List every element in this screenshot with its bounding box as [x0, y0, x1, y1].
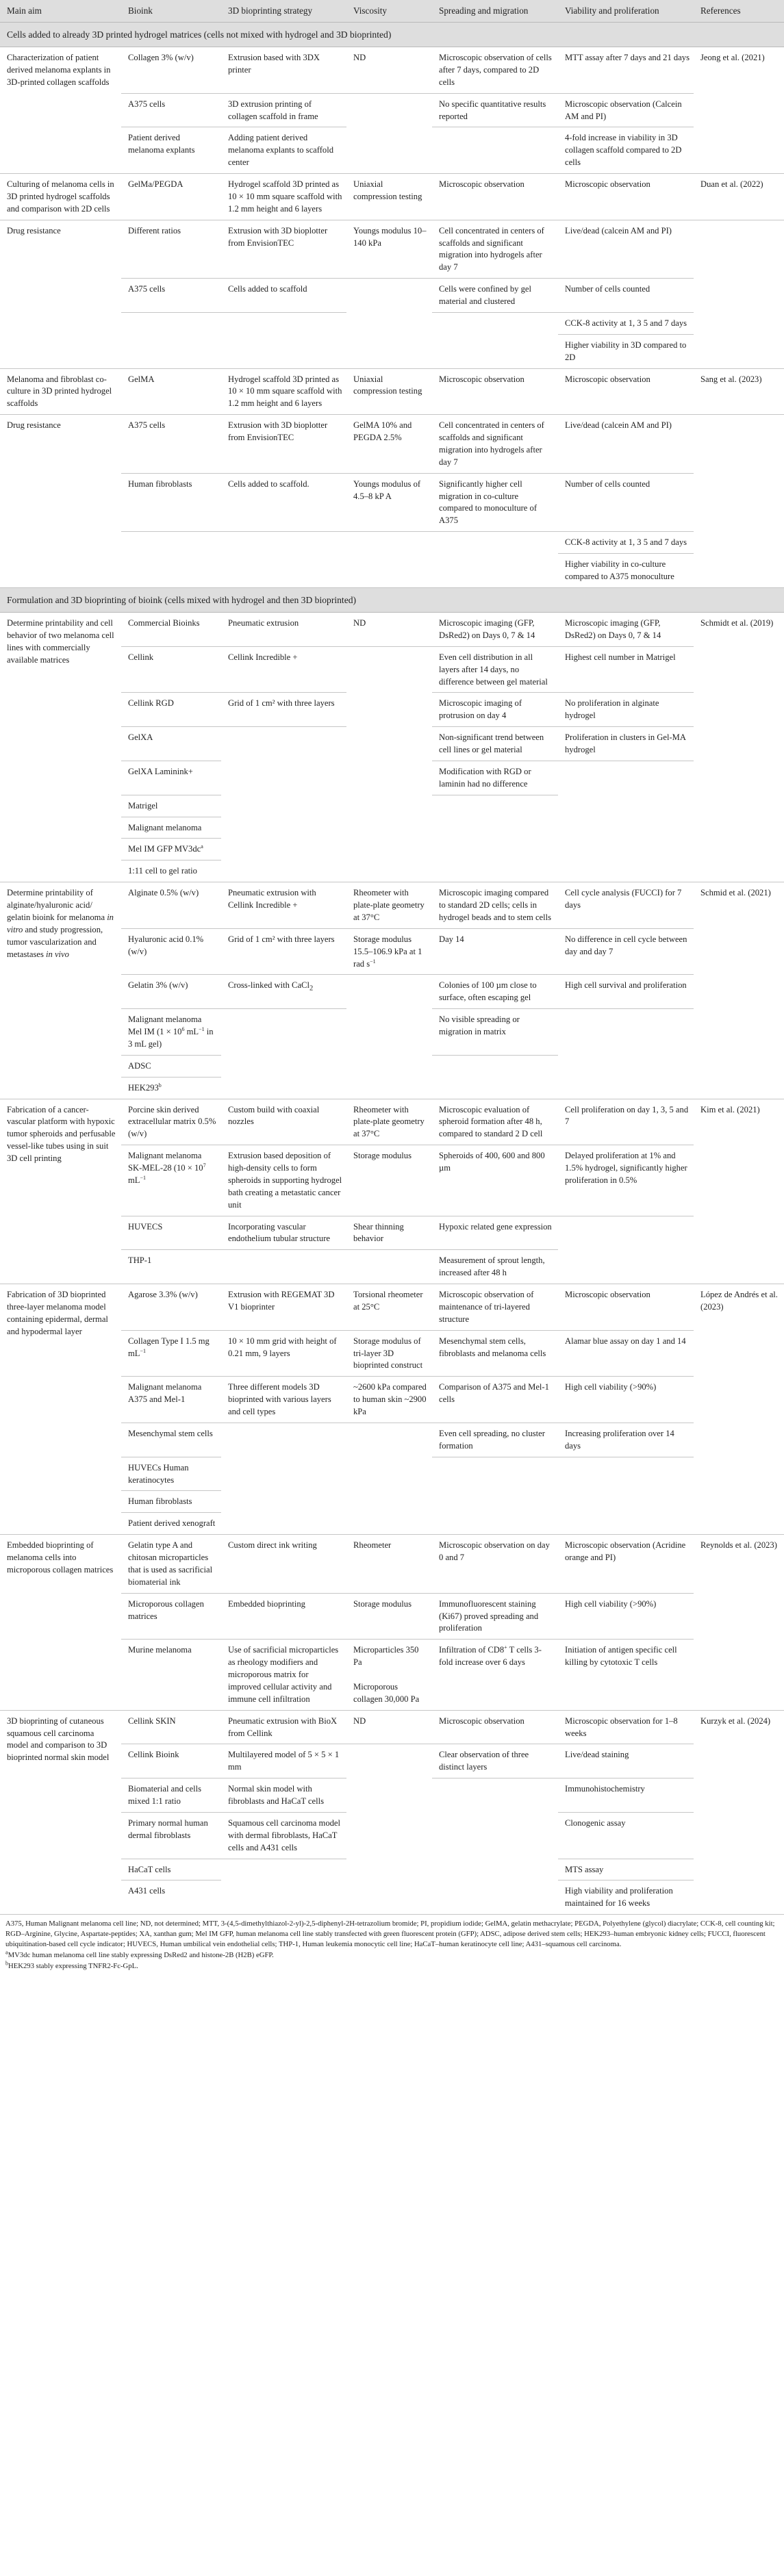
spreading-cell: Microscopic observation of cells after 7 days, compared to 2D cells [432, 47, 558, 94]
spreading-cell: Microscopic observation [432, 368, 558, 415]
viability-cell: Immunohistochemistry [558, 1778, 694, 1813]
header-spreading: Spreading and migration [432, 0, 558, 22]
viability-cell: 4-fold increase in viability in 3D collagen scaffold compared to 2D cells [558, 127, 694, 174]
bioink-cell [121, 312, 221, 334]
main-aim-cell: Fabrication of a cancer-vascular platform with hypoxic tumor spheroids and perfusable vessel-like tubes using in suit 3D cell printing [0, 1099, 121, 1284]
main-aim-cell: Fabrication of 3D bioprinted three-layer melanoma model containing epidermal, dermal and hypodermal layer [0, 1284, 121, 1535]
bioink-cell: 1:11 cell to gel ratio [121, 860, 221, 882]
table-row [0, 174, 784, 220]
viability-cell: Microscopic observation for 1–8 weeks [558, 1710, 694, 1744]
reference-cell: Kurzyk et al. (2024) [694, 1710, 784, 1915]
viscosity-cell [346, 1055, 432, 1077]
bioink-cell: ADSC [121, 1055, 221, 1077]
bioink-cell: Collagen 3% (w/v) [121, 47, 221, 94]
viscosity-cell [346, 1778, 432, 1813]
bioink-cell: Cellink RGD [121, 693, 221, 727]
strategy-cell: Pneumatic extrusion with Cellink Incredible + [221, 882, 346, 929]
strategy-cell [221, 839, 346, 860]
spreading-cell: No visible spreading or migration in matrix [432, 1009, 558, 1056]
spreading-cell: Hypoxic related gene expression [432, 1216, 558, 1250]
strategy-cell: Extrusion with REGEMAT 3D V1 bioprinter [221, 1284, 346, 1331]
spreading-cell [432, 1880, 558, 1915]
viscosity-cell: Rheometer [346, 1535, 432, 1594]
viscosity-cell: ~2600 kPa compared to human skin ~2900 kPa [346, 1377, 432, 1423]
spreading-cell: Even cell spreading, no cluster formation [432, 1423, 558, 1457]
spreading-cell: Significantly higher cell migration in co-culture compared to monoculture of A375 [432, 473, 558, 532]
strategy-cell [221, 1513, 346, 1535]
spreading-cell [432, 1778, 558, 1813]
spreading-cell: Microscopic observation on day 0 and 7 [432, 1535, 558, 1594]
table-body [0, 22, 784, 1914]
header-viscosity: Viscosity [346, 0, 432, 22]
spreading-cell [432, 817, 558, 839]
viability-cell [558, 1216, 694, 1250]
viability-cell: High cell viability (>90%) [558, 1377, 694, 1423]
strategy-cell: Extrusion based with 3DX printer [221, 47, 346, 94]
viscosity-cell: Storage modulus [346, 1593, 432, 1640]
spreading-cell: No specific quantitative results reported [432, 93, 558, 127]
strategy-cell: Extrusion based deposition of high-density cells to form spheroids in supporting hydrogel bath creating a metastatic cancer unit [221, 1145, 346, 1216]
bioink-cell: HaCaT cells [121, 1859, 221, 1880]
section-title: Formulation and 3D bioprinting of bioink (cells mixed with hydrogel and then 3D bioprinted) [0, 587, 784, 612]
viability-cell: Microscopic observation [558, 174, 694, 220]
viability-cell: CCK-8 activity at 1, 3 5 and 7 days [558, 532, 694, 554]
spreading-cell: Cell concentrated in centers of scaffolds and significant migration into hydrogels after day 7 [432, 415, 558, 474]
viscosity-cell [346, 975, 432, 1009]
strategy-cell: Hydrogel scaffold 3D printed as 10 × 10 mm square scaffold with 1.2 mm height and 6 layers [221, 174, 346, 220]
viscosity-cell [346, 646, 432, 693]
strategy-cell [221, 817, 346, 839]
viscosity-cell: Uniaxial compression testing [346, 368, 432, 415]
viscosity-cell [346, 761, 432, 795]
spreading-cell [432, 860, 558, 882]
bioink-cell: Malignant melanoma SK-MEL-28 ($10 \times 10^7$ $mL^{-1}$ [121, 1145, 221, 1216]
spreading-cell [432, 839, 558, 860]
table-row [0, 47, 784, 94]
viscosity-cell: Storage modulus [346, 1145, 432, 1216]
viability-cell [558, 1491, 694, 1513]
viscosity-cell [346, 1859, 432, 1880]
reference-cell: Schmidt et al. (2019) [694, 613, 784, 882]
footnote: $^b$HEK293 stably expressing TNFR2-Fc-GpL. [5, 1960, 138, 1971]
spreading-cell [432, 1859, 558, 1880]
viscosity-cell [346, 727, 432, 761]
strategy-cell [221, 1077, 346, 1099]
spreading-cell: Microscopic observation of maintenance of tri-layered structure [432, 1284, 558, 1331]
strategy-cell: Cross-linked with CaCl$_2$ [221, 975, 346, 1009]
header-references: References [694, 0, 784, 22]
bioink-cell: Commercial Bioinks [121, 613, 221, 647]
viability-cell: MTS assay [558, 1859, 694, 1880]
section-header-row [0, 22, 784, 47]
viscosity-cell [346, 532, 432, 554]
spreading-cell [432, 1491, 558, 1513]
table-header [0, 0, 784, 22]
header-main-aim: Main aim [0, 0, 121, 22]
viscosity-cell [346, 1880, 432, 1915]
bioink-cell: Different ratios [121, 220, 221, 279]
spreading-cell: Microscopic imaging compared to standard 2D cells; cells in hydrogel beads and to stem cells [432, 882, 558, 929]
reference-cell: Reynolds et al. (2023) [694, 1535, 784, 1711]
viscosity-cell [346, 860, 432, 882]
footnote: $^a$MV3dc human melanoma cell line stably expressing DsRed2 and histone-2B (H2B) eGFP. [5, 1949, 274, 1960]
viscosity-cell [346, 839, 432, 860]
spreading-cell [432, 127, 558, 174]
reference-cell: Schmid et al. (2021) [694, 882, 784, 1099]
viability-cell: Live/dead (calcein AM and PI) [558, 220, 694, 279]
viability-cell: Clonogenic assay [558, 1812, 694, 1859]
spreading-cell: Cell concentrated in centers of scaffolds and significant migration into hydrogels after day 7 [432, 220, 558, 279]
spreading-cell [432, 1513, 558, 1535]
viability-cell: Higher viability in 3D compared to 2D [558, 334, 694, 368]
strategy-cell: Incorporating vascular endothelium tubular structure [221, 1216, 346, 1250]
main-aim-cell: Drug resistance [0, 220, 121, 368]
spreading-cell: Mesenchymal stem cells, fibroblasts and melanoma cells [432, 1330, 558, 1377]
viability-cell: Delayed proliferation at 1% and 1.5% hydrogel, significantly higher proliferation in 0.5% [558, 1145, 694, 1216]
spreading-cell: Microscopic observation [432, 174, 558, 220]
spreading-cell: Infiltration of CD8+ T cells 3-fold increase over 6 days [432, 1640, 558, 1710]
viscosity-cell: Storage modulus 15.5–106.9 kPa at 1 rad $s^{-1}$ [346, 928, 432, 975]
strategy-cell: 10 × 10 mm grid with height of 0.21 mm, 9 layers [221, 1330, 346, 1377]
bioink-cell: A375 cells [121, 93, 221, 127]
spreading-cell: Spheroids of 400, 600 and 800 µm [432, 1145, 558, 1216]
viability-cell: Proliferation in clusters in Gel-MA hydrogel [558, 727, 694, 761]
reference-cell: Jeong et al. (2021) [694, 47, 784, 174]
strategy-cell: Extrusion with 3D bioplotter from EnvisionTEC [221, 415, 346, 474]
strategy-cell: Use of sacrificial microparticles as rheology modifiers and microporous matrix for improved cellular activity and immune cell infiltration [221, 1640, 346, 1710]
strategy-cell [221, 1423, 346, 1457]
header-strategy: 3D bioprinting strategy [221, 0, 346, 22]
bioink-cell: Agarose 3.3% (w/v) [121, 1284, 221, 1331]
strategy-cell: Three different models 3D bioprinted with various layers and cell types [221, 1377, 346, 1423]
bioink-cell: Malignant melanoma Mel IM ($1 \times 10^6$ $mL^{-1}$ in 3 mL gel) [121, 1009, 221, 1056]
bioink-cell: GelXA [121, 727, 221, 761]
bioink-cell [121, 554, 221, 588]
viscosity-cell [346, 1077, 432, 1099]
bioink-cell: A431 cells [121, 1880, 221, 1915]
spreading-cell: Modification with RGD or laminin had no difference [432, 761, 558, 795]
viscosity-cell: ND [346, 1710, 432, 1744]
spreading-cell: Microscopic evaluation of spheroid formation after 48 h, compared to standard 2 D cell [432, 1099, 558, 1145]
main-aim-cell: Drug resistance [0, 415, 121, 588]
table-row [0, 613, 784, 647]
strategy-cell [221, 334, 346, 368]
bioink-cell: GelMa/PEGDA [121, 174, 221, 220]
strategy-cell: Pneumatic extrusion with BioX from Cellink [221, 1710, 346, 1744]
strategy-cell [221, 1009, 346, 1056]
section-title: Cells added to already 3D printed hydrogel matrices (cells not mixed with hydrogel and 3D bioprinted) [0, 22, 784, 47]
strategy-cell [221, 1055, 346, 1077]
bioink-cell: Collagen Type I 1.5 mg $mL^{-1}$ [121, 1330, 221, 1377]
viscosity-cell: Youngs modulus 10–140 kPa [346, 220, 432, 279]
bioink-cell [121, 532, 221, 554]
main-aim-cell: Determine printability and cell behavior of two melanoma cell lines with commercially available matrices [0, 613, 121, 882]
viscosity-cell: Rheometer with plate-plate geometry at 37°C [346, 1099, 432, 1145]
section-header-row [0, 587, 784, 612]
viscosity-cell [346, 127, 432, 174]
viability-cell: High cell survival and proliferation [558, 975, 694, 1009]
bioink-cell: Gelatin type A and chitosan microparticles that is used as sacrificial biomaterial ink [121, 1535, 221, 1594]
spreading-cell [432, 1055, 558, 1077]
viscosity-cell [346, 1423, 432, 1457]
viscosity-cell [346, 817, 432, 839]
strategy-cell [221, 1491, 346, 1513]
viscosity-cell [346, 1513, 432, 1535]
strategy-cell [221, 761, 346, 795]
viability-cell: Live/dead staining [558, 1744, 694, 1778]
bioink-cell: GelXA Laminink+ [121, 761, 221, 795]
table-row [0, 415, 784, 474]
main-aim-cell: Embedded bioprinting of melanoma cells into microporous collagen matrices [0, 1535, 121, 1711]
bioink-cell: Human fibroblasts [121, 1491, 221, 1513]
viability-cell [558, 817, 694, 839]
bioink-cell: Murine melanoma [121, 1640, 221, 1710]
spreading-cell: Clear observation of three distinct layers [432, 1744, 558, 1778]
viscosity-cell: Shear thinning behavior [346, 1216, 432, 1250]
viscosity-cell: Microparticles 350 Pa Microporous collagen 30,000 Pa [346, 1640, 432, 1710]
viscosity-cell [346, 312, 432, 334]
reference-cell: López de Andrés et al. (2023) [694, 1284, 784, 1535]
viscosity-cell: ND [346, 613, 432, 647]
viability-cell: Higher viability in co-culture compared to A375 monoculture [558, 554, 694, 588]
viability-cell: Number of cells counted [558, 473, 694, 532]
reference-cell: Sang et al. (2023) [694, 368, 784, 415]
strategy-cell [221, 727, 346, 761]
table-row [0, 1535, 784, 1594]
viscosity-cell [346, 795, 432, 817]
viability-cell [558, 1250, 694, 1284]
table-row [0, 1284, 784, 1331]
bioink-cell: A375 cells [121, 415, 221, 474]
spreading-cell: Measurement of sprout length, increased after 48 h [432, 1250, 558, 1284]
strategy-cell: Embedded bioprinting [221, 1593, 346, 1640]
strategy-cell: Grid of 1 cm² with three layers [221, 693, 346, 727]
viability-cell: Microscopic observation [558, 368, 694, 415]
spreading-cell: Microscopic observation [432, 1710, 558, 1744]
viscosity-cell: Storage modulus of tri-layer 3D bioprinted construct [346, 1330, 432, 1377]
bioink-cell: Hyaluronic acid 0.1% (w/v) [121, 928, 221, 975]
spreading-cell [432, 1077, 558, 1099]
bioink-cell: Gelatin 3% (w/v) [121, 975, 221, 1009]
bioink-cell: HUVECs Human keratinocytes [121, 1457, 221, 1491]
strategy-cell: Normal skin model with fibroblasts and HaCaT cells [221, 1778, 346, 1813]
bioink-cell: HUVECS [121, 1216, 221, 1250]
viability-cell: Cell proliferation on day 1, 3, 5 and 7 [558, 1099, 694, 1145]
spreading-cell: Even cell distribution in all layers after 14 days, no difference between gel material [432, 646, 558, 693]
viability-cell: No proliferation in alginate hydrogel [558, 693, 694, 727]
viability-cell [558, 839, 694, 860]
viability-cell: Microscopic observation (Acridine orange and PI) [558, 1535, 694, 1594]
spreading-cell [432, 554, 558, 588]
spreading-cell: Day 14 [432, 928, 558, 975]
bioink-cell: Matrigel [121, 795, 221, 817]
strategy-cell [221, 795, 346, 817]
viscosity-cell [346, 334, 432, 368]
viability-cell: Alamar blue assay on day 1 and 14 [558, 1330, 694, 1377]
viability-cell: Cell cycle analysis (FUCCI) for 7 days [558, 882, 694, 929]
spreading-cell [432, 334, 558, 368]
main-aim-cell: Melanoma and fibroblast co-culture in 3D printed hydrogel scaffolds [0, 368, 121, 415]
strategy-cell: Cells added to scaffold [221, 279, 346, 313]
table-row [0, 1099, 784, 1145]
table-row [0, 368, 784, 415]
viability-cell: MTT assay after 7 days and 21 days [558, 47, 694, 94]
viability-cell [558, 1457, 694, 1491]
viscosity-cell [346, 554, 432, 588]
viability-cell [558, 1077, 694, 1099]
strategy-cell: Custom direct ink writing [221, 1535, 346, 1594]
strategy-cell: Custom build with coaxial nozzles [221, 1099, 346, 1145]
spreading-cell [432, 312, 558, 334]
viability-cell: Increasing proliferation over 14 days [558, 1423, 694, 1457]
viscosity-cell [346, 279, 432, 313]
table-row [0, 220, 784, 279]
viability-cell: CCK-8 activity at 1, 3 5 and 7 days [558, 312, 694, 334]
strategy-cell: Extrusion with 3D bioplotter from EnvisionTEC [221, 220, 346, 279]
viability-cell: High viability and proliferation maintained for 16 weeks [558, 1880, 694, 1915]
viability-cell [558, 860, 694, 882]
viscosity-cell [346, 1491, 432, 1513]
bioink-cell: Porcine skin derived extracellular matrix 0.5% (w/v) [121, 1099, 221, 1145]
bioink-cell: Primary normal human dermal fibroblasts [121, 1812, 221, 1859]
reference-cell: Duan et al. (2022) [694, 174, 784, 220]
bioink-cell: Mesenchymal stem cells [121, 1423, 221, 1457]
viscosity-cell: Youngs modulus of 4.5–8 kP A [346, 473, 432, 532]
viability-cell: No difference in cell cycle between day and day 7 [558, 928, 694, 975]
viability-cell [558, 795, 694, 817]
viability-cell [558, 761, 694, 795]
bioink-cell: Biomaterial and cells mixed 1:1 ratio [121, 1778, 221, 1813]
strategy-cell: Cellink Incredible + [221, 646, 346, 693]
strategy-cell: Pneumatic extrusion [221, 613, 346, 647]
viability-cell: Initiation of antigen specific cell killing by cytotoxic T cells [558, 1640, 694, 1710]
spreading-cell [432, 795, 558, 817]
bioink-cell: Microporous collagen matrices [121, 1593, 221, 1640]
spreading-cell: Comparison of A375 and Mel-1 cells [432, 1377, 558, 1423]
bioink-cell: Malignant melanoma [121, 817, 221, 839]
spreading-cell: Immunofluorescent staining (Ki67) proved spreading and proliferation [432, 1593, 558, 1640]
viability-cell: Number of cells counted [558, 279, 694, 313]
bioink-cell: Cellink Bioink [121, 1744, 221, 1778]
bioink-cell: Patient derived xenograft [121, 1513, 221, 1535]
spreading-cell: Microscopic imaging of protrusion on day 4 [432, 693, 558, 727]
viscosity-cell [346, 1009, 432, 1056]
spreading-cell [432, 1812, 558, 1859]
viscosity-cell [346, 1812, 432, 1859]
viability-cell: Microscopic observation (Calcein AM and PI) [558, 93, 694, 127]
viability-cell: High cell viability (>90%) [558, 1593, 694, 1640]
strategy-cell: Squamous cell carcinoma model with dermal fibroblasts, HaCaT cells and A431 cells [221, 1812, 346, 1859]
main-aim-cell: 3D bioprinting of cutaneous squamous cell carcinoma model and comparison to 3D bioprinted normal skin model [0, 1710, 121, 1915]
bioink-cell: Alginate 0.5% (w/v) [121, 882, 221, 929]
viscosity-cell: Rheometer with plate-plate geometry at 37°C [346, 882, 432, 929]
strategy-cell: Adding patient derived melanoma explants to scaffold center [221, 127, 346, 174]
viscosity-cell [346, 693, 432, 727]
strategy-cell: 3D extrusion printing of collagen scaffold in frame [221, 93, 346, 127]
viability-cell: Microscopic observation [558, 1284, 694, 1331]
bioink-cell [121, 334, 221, 368]
footnote: A375, Human Malignant melanoma cell line; ND, not determined; MTT, 3-(4,5-dimethylthiazol-2-yl)-2,5-diphenyl-2H-tetrazolium bromide; PI, propidium iodide; GelMA, gelatin methacrylate; PEGDA, Polyethylene (glycol) diacrylate; CCK-8, cell counting kit; RGD–Arginine, Glycine, Aspartate-peptides; XA, xanthan gum; Mel IM GFP, human melanoma cell line stably transfected with green fluorescent protein (GFP); ADSC, adipose derived stem cells; HEK293–human embryonic kidney cells; FUCCI, fluorescent ubiquitination-based cell cycle indicator; HUVECS, Human umbilical vein endothelial cells; THP-1, Human leukemia monocytic cell line; HaCaT–human keratinocyte cell line; A431–squamous cell carcinoma. [5, 1920, 775, 1949]
viscosity-cell [346, 1457, 432, 1491]
viability-cell [558, 1009, 694, 1056]
viscosity-cell [346, 1250, 432, 1284]
strategy-cell [221, 312, 346, 334]
spreading-cell: Colonies of 100 µm close to surface, often escaping gel [432, 975, 558, 1009]
viscosity-cell: ND [346, 47, 432, 94]
viscosity-cell: GelMA 10% and PEGDA 2.5% [346, 415, 432, 474]
strategy-cell: Grid of 1 cm² with three layers [221, 928, 346, 975]
bioink-cell: Mel IM GFP $MV3dc^a$ [121, 839, 221, 860]
bioink-cell: Malignant melanoma A375 and Mel-1 [121, 1377, 221, 1423]
spreading-cell [432, 1457, 558, 1491]
viscosity-cell: Uniaxial compression testing [346, 174, 432, 220]
strategy-cell [221, 1880, 346, 1915]
bioink-cell: HEK293$^b$ [121, 1077, 221, 1099]
bioink-cell: GelMA [121, 368, 221, 415]
bioink-cell: THP-1 [121, 1250, 221, 1284]
bioink-cell: Patient derived melanoma explants [121, 127, 221, 174]
spreading-cell: Cells were confined by gel material and clustered [432, 279, 558, 313]
bioink-cell: A375 cells [121, 279, 221, 313]
strategy-cell [221, 1250, 346, 1284]
strategy-cell [221, 1859, 346, 1880]
strategy-cell [221, 860, 346, 882]
strategy-cell [221, 532, 346, 554]
strategy-cell: Hydrogel scaffold 3D printed as 10 × 10 mm square scaffold with 1.2 mm height and 6 layers [221, 368, 346, 415]
reference-cell: Kim et al. (2021) [694, 1099, 784, 1284]
viability-cell: Microscopic imaging (GFP, DsRed2) on Days 0, 7 & 14 [558, 613, 694, 647]
header-viability: Viability and proliferation [558, 0, 694, 22]
viability-cell [558, 1055, 694, 1077]
bioink-cell: Cellink SKIN [121, 1710, 221, 1744]
strategy-cell: Multilayered model of 5 × 5 × 1 mm [221, 1744, 346, 1778]
main-aim-cell: Characterization of patient derived melanoma explants in 3D-printed collagen scaffolds [0, 47, 121, 174]
viscosity-cell: Torsional rheometer at 25°C [346, 1284, 432, 1331]
viability-cell: Highest cell number in Matrigel [558, 646, 694, 693]
main-aim-cell: Determine printability of alginate/hyaluronic acid/ gelatin bioink for melanoma in vitro and study progression, tumor vascularization and metastases in vivo [0, 882, 121, 1099]
header-bioink: Bioink [121, 0, 221, 22]
table-row [0, 882, 784, 929]
main-aim-cell: Culturing of melanoma cells in 3D printed hydrogel scaffolds and comparison with 2D cells [0, 174, 121, 220]
reference-cell [694, 415, 784, 588]
strategy-cell: Cells added to scaffold. [221, 473, 346, 532]
reference-cell [694, 220, 784, 368]
strategy-cell [221, 1457, 346, 1491]
table-footnotes [0, 1915, 784, 1975]
strategy-cell [221, 554, 346, 588]
spreading-cell: Non-significant trend between cell lines or gel material [432, 727, 558, 761]
bioink-cell: Human fibroblasts [121, 473, 221, 532]
viscosity-cell [346, 93, 432, 127]
viability-cell: Live/dead (calcein AM and PI) [558, 415, 694, 474]
table-row [0, 1710, 784, 1744]
spreading-cell [432, 532, 558, 554]
spreading-cell: Microscopic imaging (GFP, DsRed2) on Days 0, 7 & 14 [432, 613, 558, 647]
viscosity-cell [346, 1744, 432, 1778]
bioink-cell: Cellink [121, 646, 221, 693]
viability-cell [558, 1513, 694, 1535]
